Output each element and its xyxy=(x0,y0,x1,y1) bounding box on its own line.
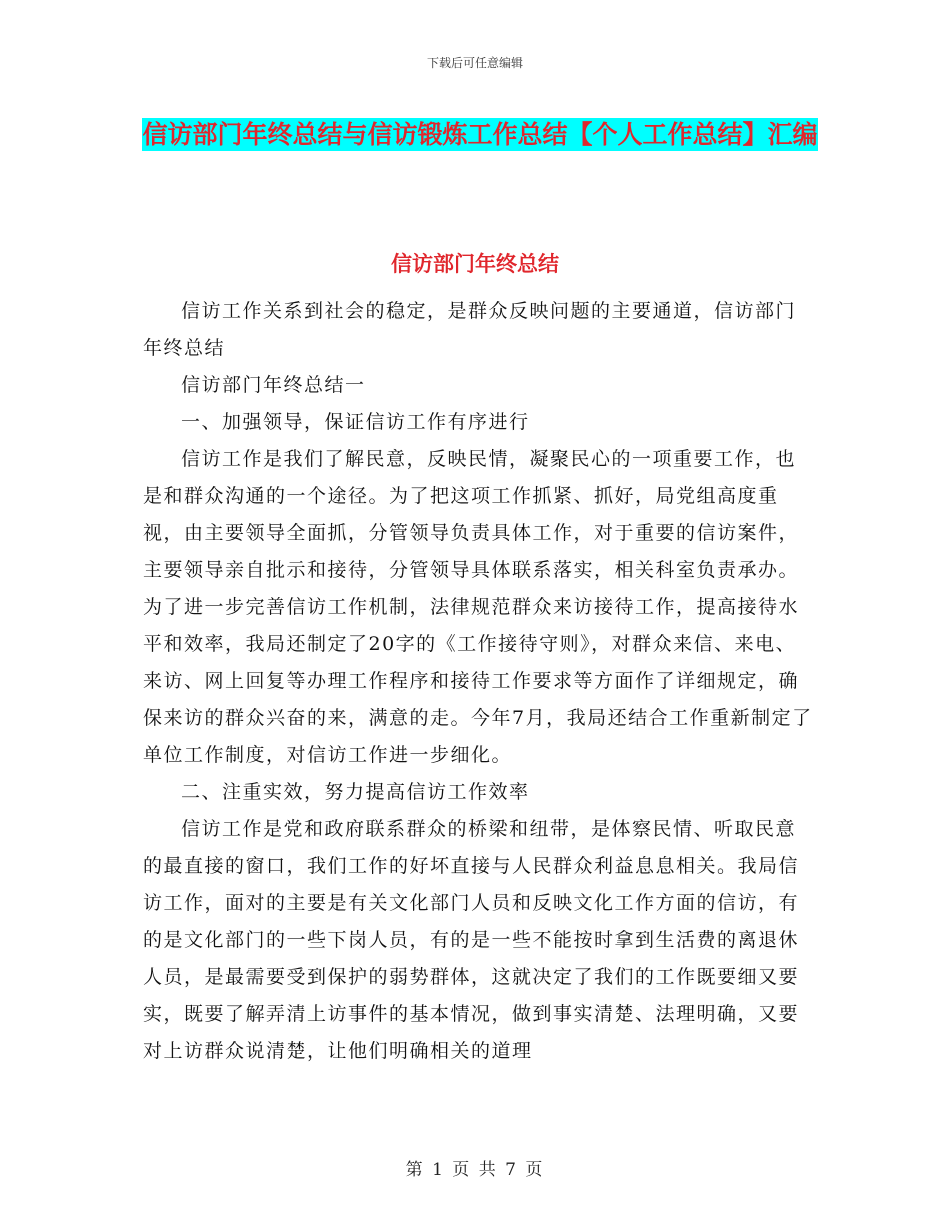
page-footer: 第 1 页 共 7 页 xyxy=(405,1160,545,1180)
section-title: 信访部门年终总结 xyxy=(391,251,559,276)
paragraph: 二、注重实效，努力提高信访工作效率 xyxy=(181,781,530,803)
document-title-text: 信访部门年终总结与信访锻炼工作总结【个人工作总结】汇编 xyxy=(142,120,818,149)
paragraph: 信访工作是党和政府联系群众的桥梁和纽带，是体察民情、听取民意的最直接的窗口，我们工作的好坏直接与人民群众利益息息相关。我局信访工作，面对的主要是有关文化部门人员和反映文化工作方面的信访，有的是文化部门的一些下岗人员，有的是一些不能按时拿到生活费的离退休人员，是最需要受到保护的弱势群体，这就决定了我们的工作既要细又要实，既要了解弄清上访事件的基本情况，做到事实清楚、法理明确，又要对上访群众说清楚，让他们明确相关的道理 xyxy=(143,818,800,1062)
paragraph: 信访工作关系到社会的稳定，是群众反映问题的主要通道，信访部门年终总结 xyxy=(143,300,797,359)
paragraph: 信访工作是我们了解民意，反映民情，凝聚民心的一项重要工作，也是和群众沟通的一个途径。为了把这项工作抓紧、抓好，局党组高度重视，由主要领导全面抓，分管领导负责具体工作，对于重要的信访案件，主要领导亲自批示和接待，分管领导具体联系落实，相关科室负责承办。为了进一步完善信访工作机制，法律规范群众来访接待工作，提高接待水平和效率，我局还制定了20字的《工作接待守则》，对群众来信、来电、来访、网上回复等办理工作程序和接待工作要求等方面作了详细规定，确保来访的群众兴奋的来，满意的走。今年7月，我局还结合工作重新制定了单位工作制度，对信访工作进一步细化。 xyxy=(143,448,813,766)
paragraph: 信访部门年终总结一 xyxy=(181,374,366,396)
page-header: 下载后可任意编辑 xyxy=(426,56,523,70)
paragraph: 一、加强领导，保证信访工作有序进行 xyxy=(181,411,530,433)
document-body xyxy=(143,293,815,1070)
document-title xyxy=(140,110,820,159)
